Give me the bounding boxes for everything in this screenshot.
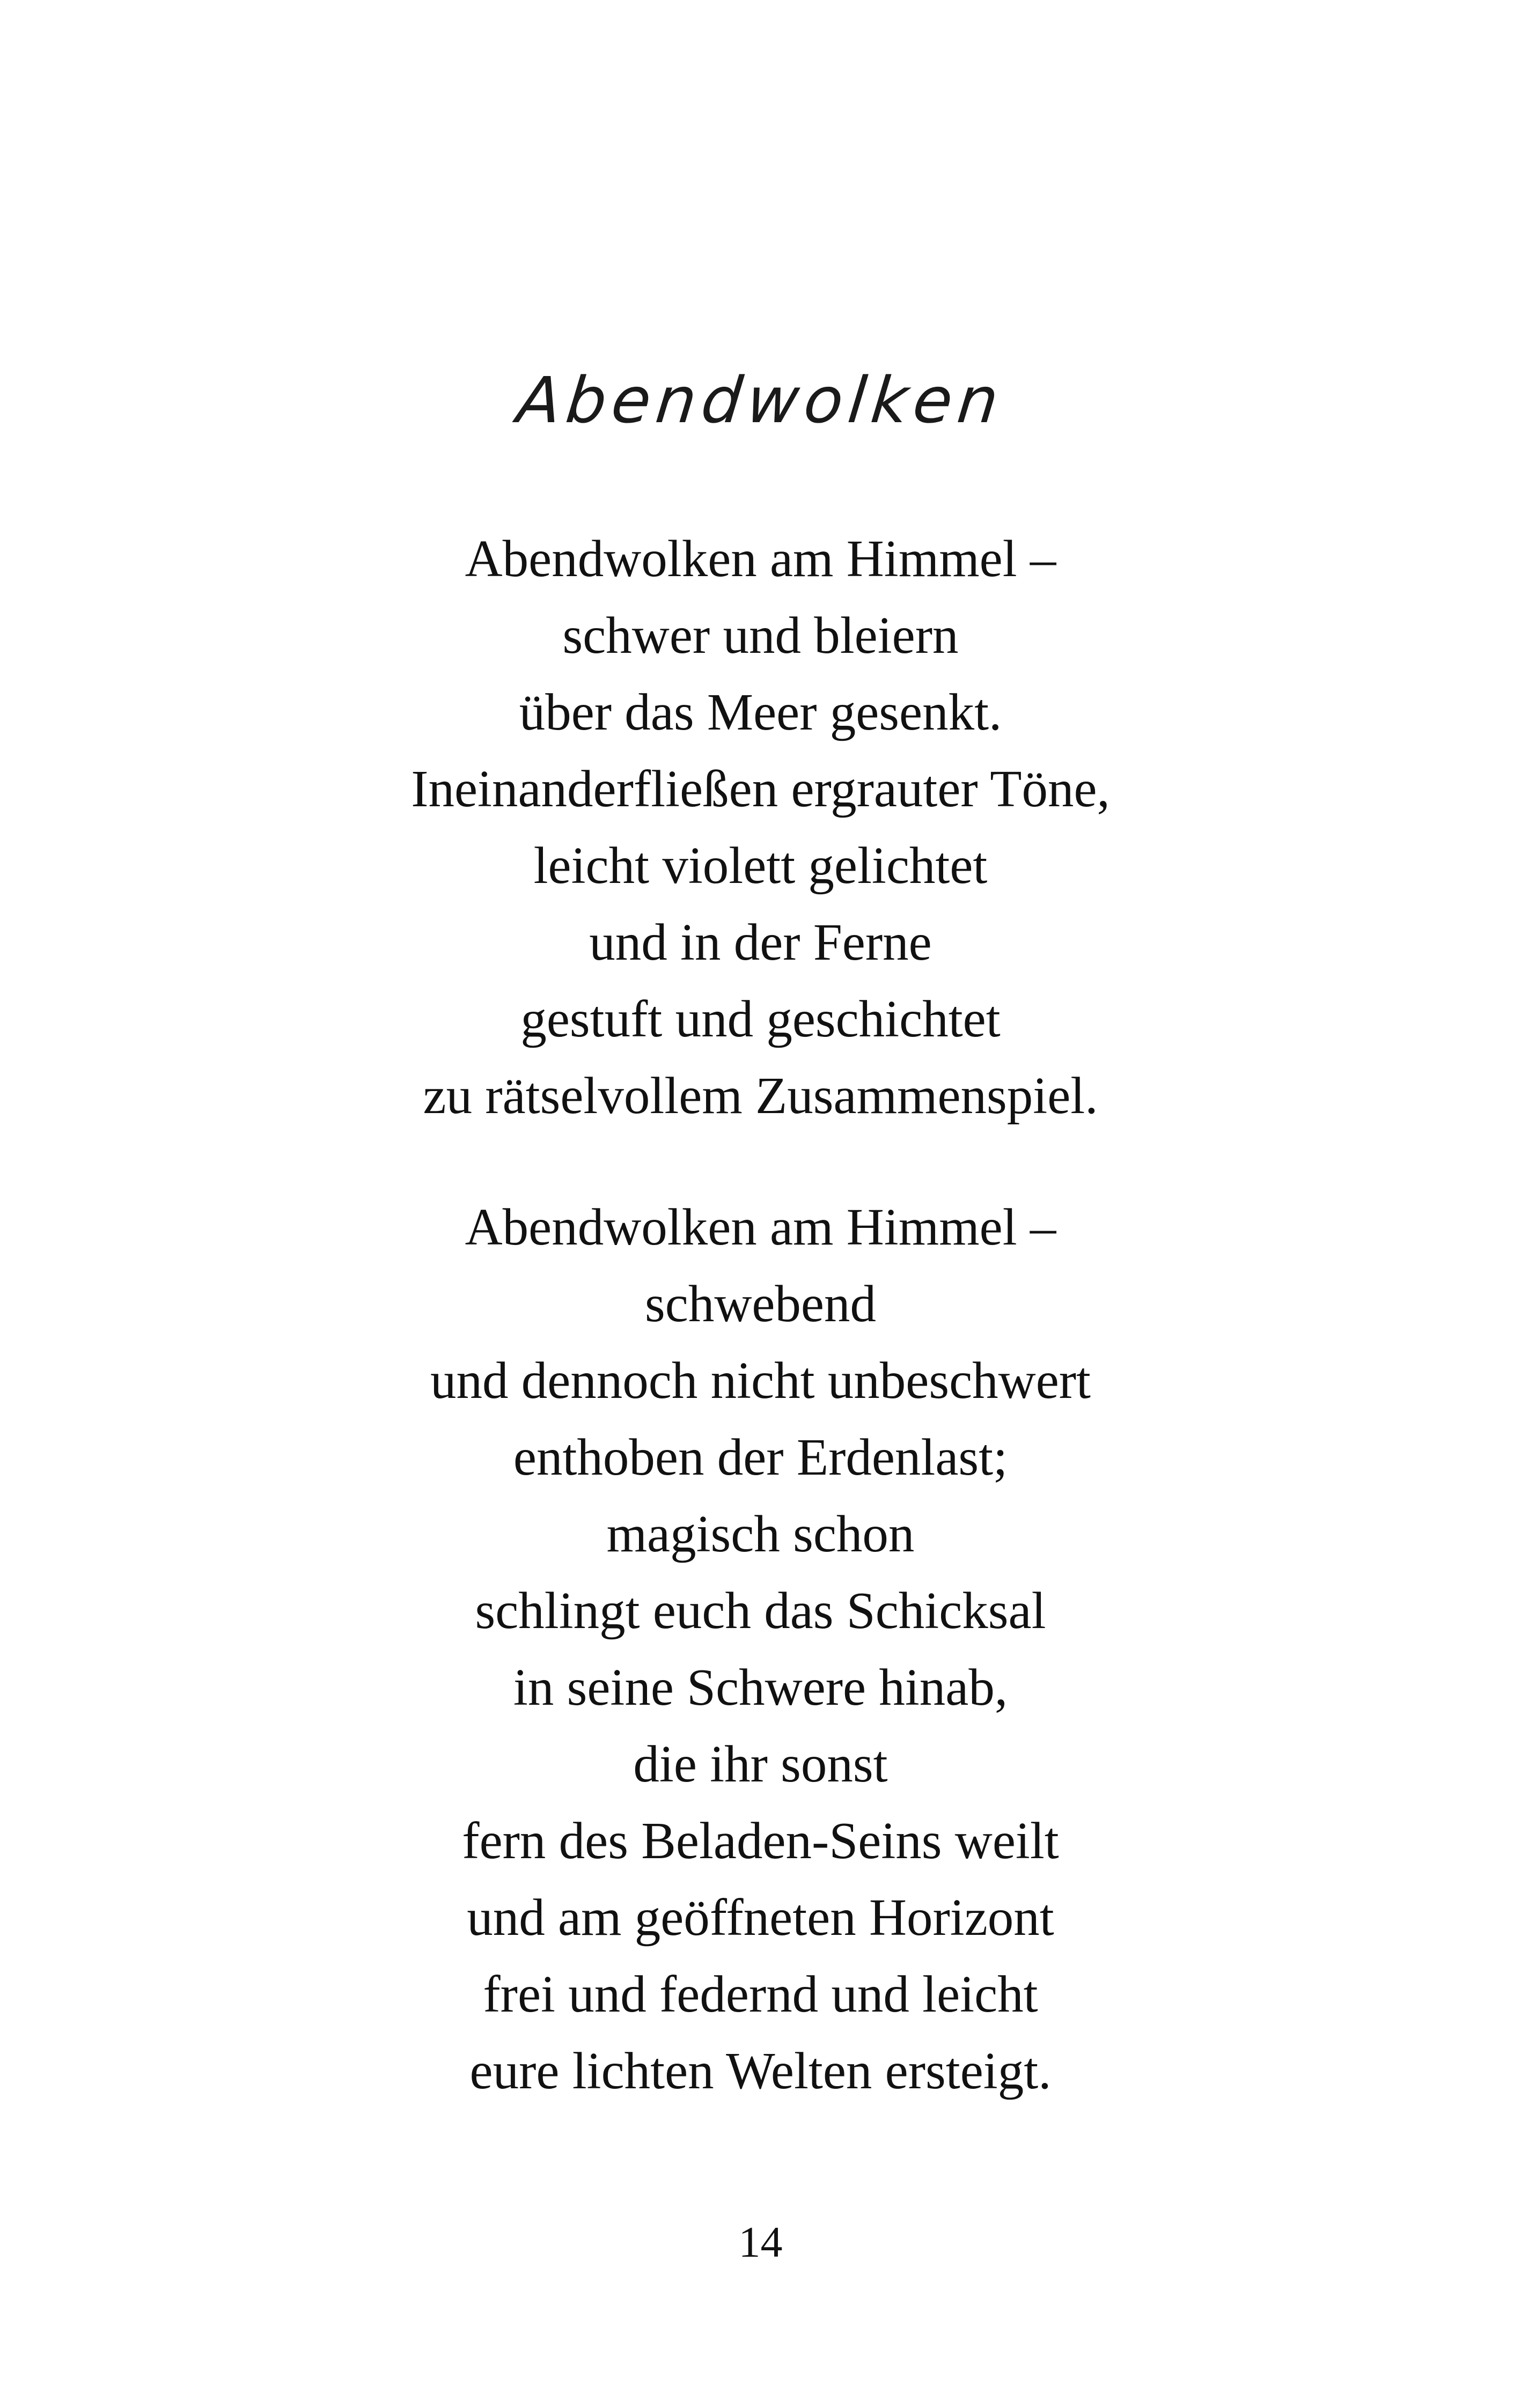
poem-line: Abendwolken am Himmel – (465, 530, 1056, 587)
poem-line: eure lichten Welten ersteigt. (469, 2042, 1052, 2100)
poem-line: enthoben der Erdenlast; (513, 1428, 1008, 1486)
poem-line: und dennoch nicht unbeschwert (430, 1352, 1091, 1409)
poem-line: magisch schon (606, 1505, 915, 1563)
poem-line: schwebend (645, 1275, 876, 1332)
page-number: 14 (738, 2218, 783, 2266)
poem-line: über das Meer gesenkt. (519, 683, 1002, 741)
poem-line: schwer und bleiern (562, 607, 959, 664)
poem-line: gestuft und geschichtet (520, 990, 1001, 1048)
stanza-2 (0, 1189, 1521, 2109)
poem-title: Abendwolken (513, 363, 1008, 438)
poem-line: und in der Ferne (589, 914, 932, 971)
stanza-1 (0, 520, 1521, 1134)
poem-line: fern des Beladen-Seins weilt (462, 1812, 1059, 1869)
poem-line: in seine Schwere hinab, (513, 1659, 1008, 1716)
poem-line: die ihr sonst (633, 1735, 888, 1793)
poem-line: Abendwolken am Himmel – (465, 1198, 1056, 1256)
poem-line: Ineinanderfließen ergrauter Töne, (411, 760, 1110, 818)
poem-line: zu rätselvollem Zusammenspiel. (423, 1067, 1098, 1124)
poem-line: frei und federnd und leicht (483, 1965, 1038, 2023)
poem-line: schlingt euch das Schicksal (475, 1582, 1046, 1639)
poem-line: leicht violett gelichtet (533, 837, 988, 894)
poem-line: und am geöffneten Horizont (467, 1889, 1054, 1946)
